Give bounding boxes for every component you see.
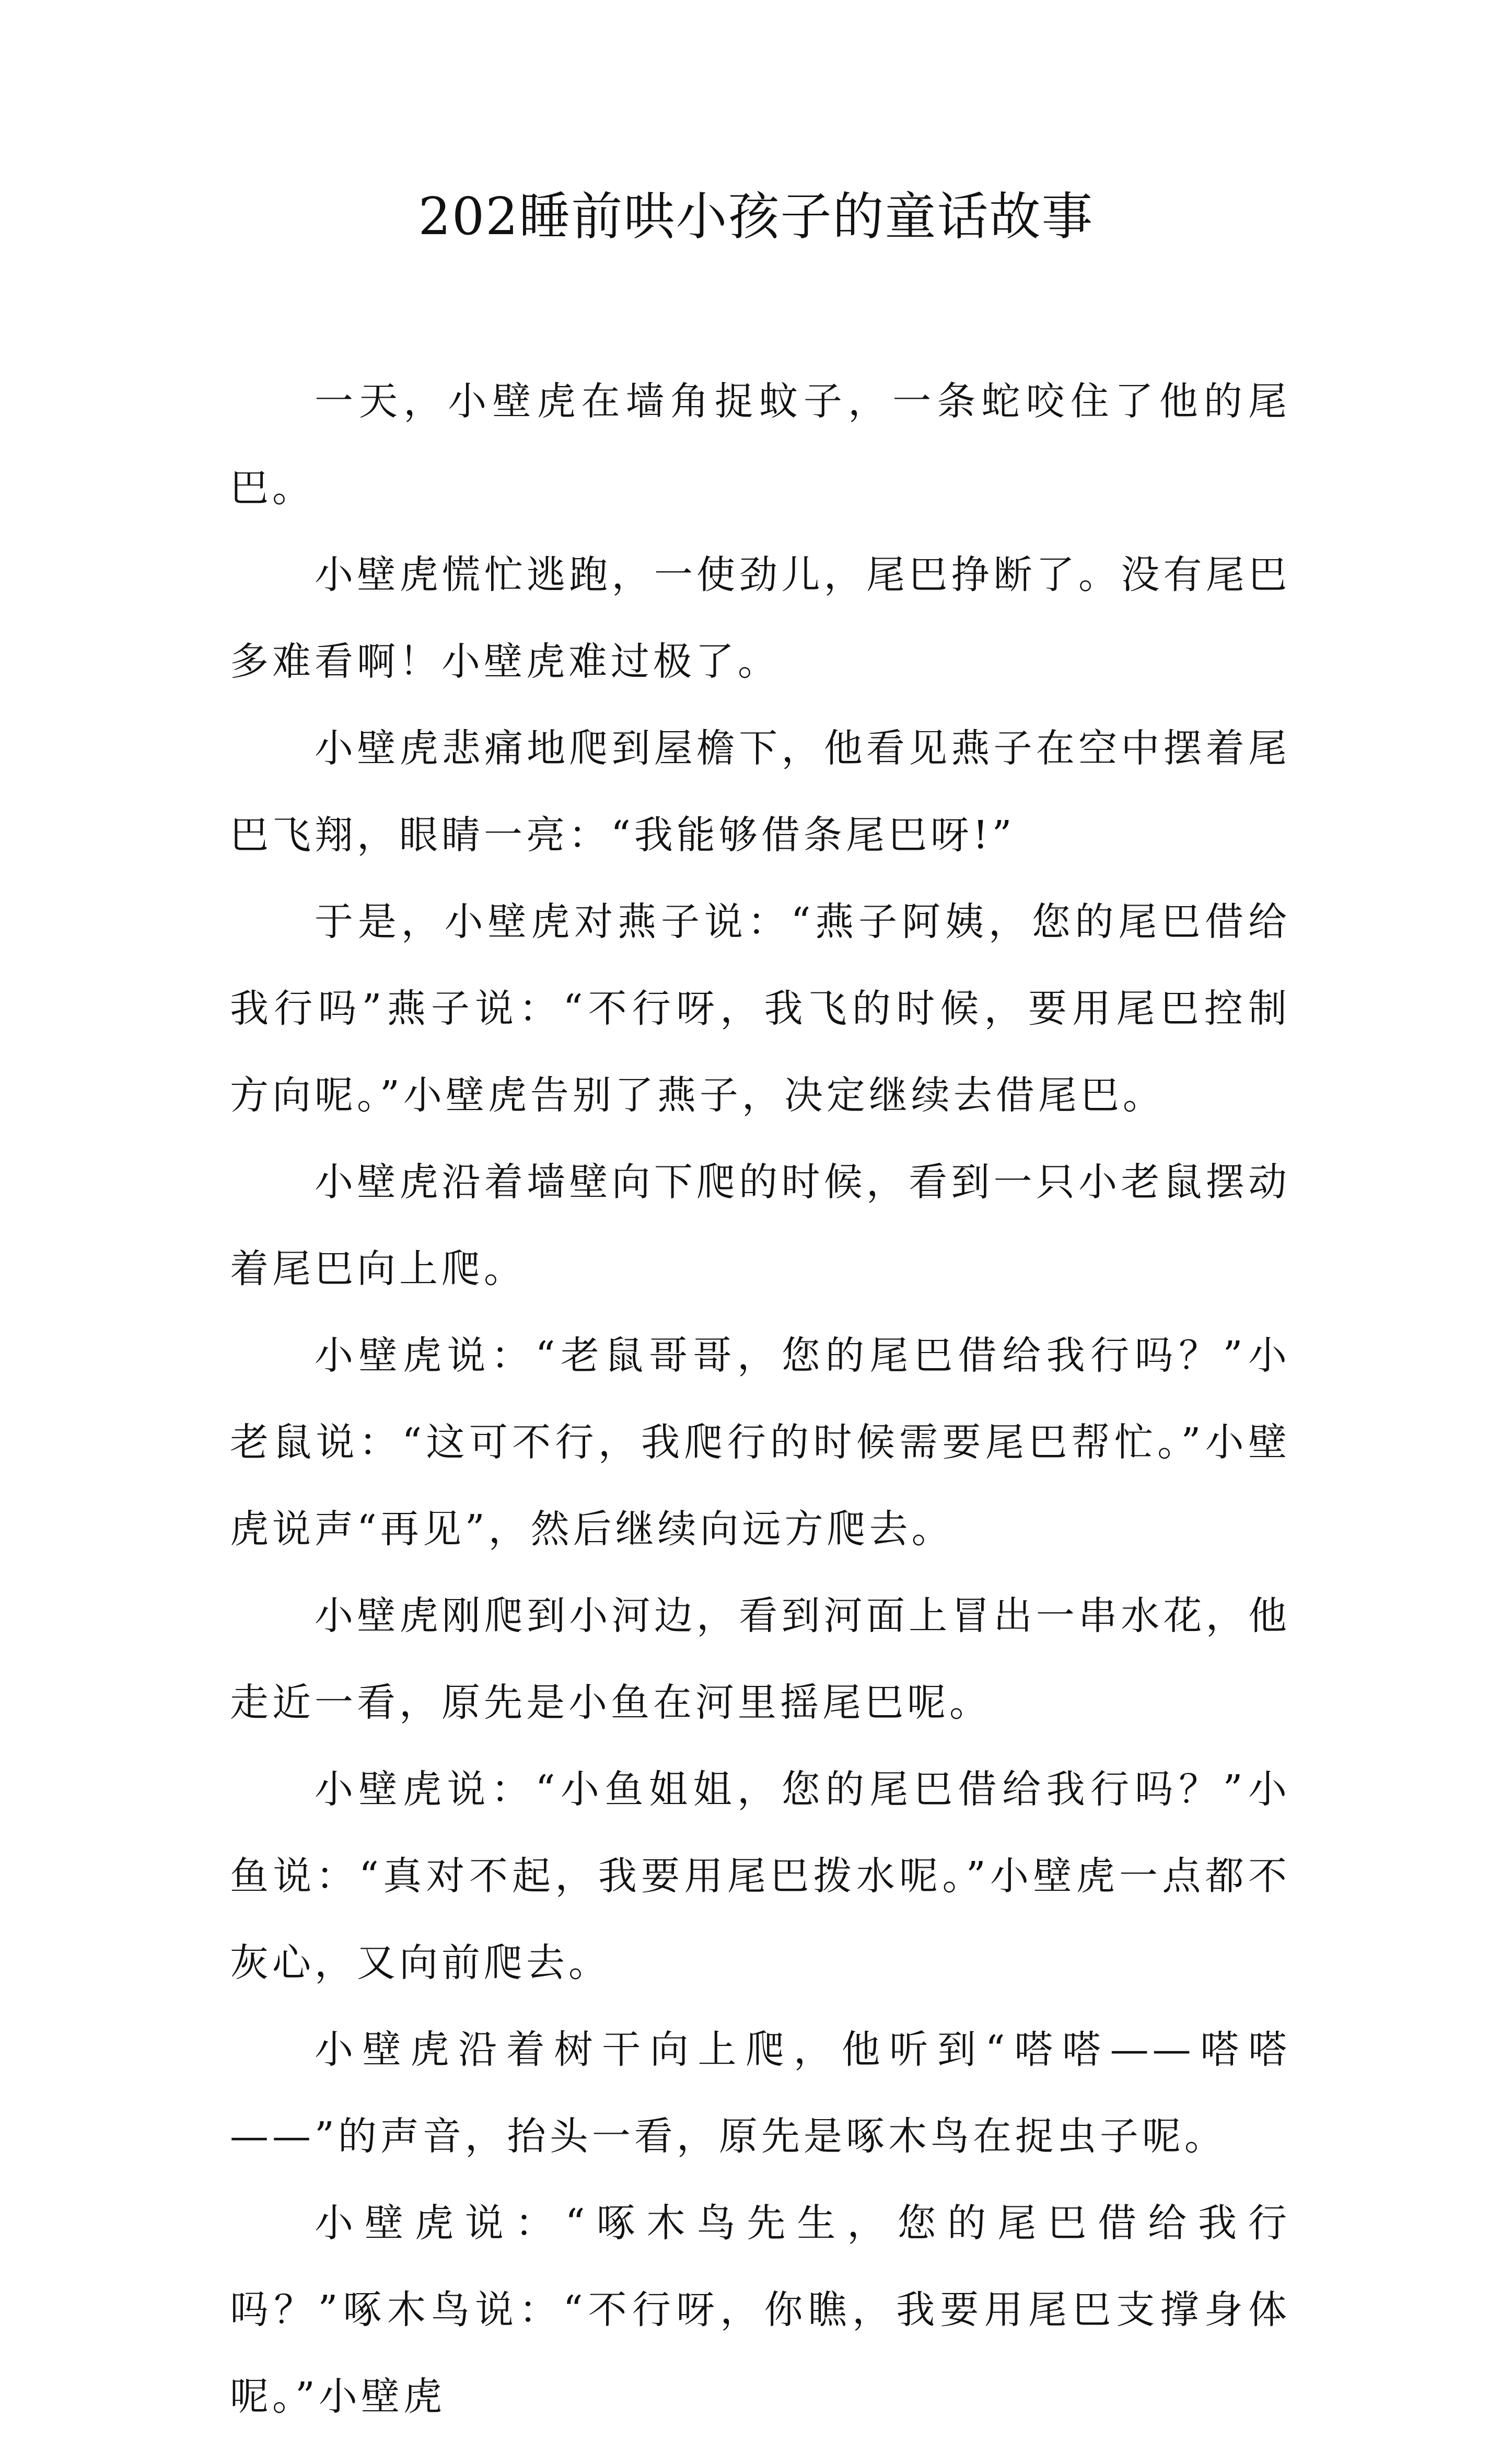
document-title: 202睡前哄小孩子的童话故事 bbox=[418, 187, 1094, 247]
paragraph: 一天，小壁虎在墙角捉蚊子，一条蛇咬住了他的尾巴。 bbox=[230, 379, 1290, 511]
paragraph: 小壁虎刚爬到小河边，看到河面上冒出一串水花，他走近一看，原先是小鱼在河里摇尾巴呢。 bbox=[230, 1593, 1290, 1725]
paragraph: 小壁虎说：“小鱼姐姐，您的尾巴借给我行吗？”小鱼说：“真对不起，我要用尾巴拨水呢。”小壁虎一点都不灰心，又向前爬去。 bbox=[230, 1767, 1290, 1985]
paragraph: 小壁虎沿着墙壁向下爬的时候，看到一只小老鼠摆动着尾巴向上爬。 bbox=[230, 1160, 1290, 1291]
paragraph: 小壁虎慌忙逃跑，一使劲儿，尾巴挣断了。没有尾巴多难看啊！小壁虎难过极了。 bbox=[230, 552, 1290, 684]
document-body bbox=[230, 358, 1290, 2440]
paragraph: 于是，小壁虎对燕子说：“燕子阿姨，您的尾巴借给我行吗”燕子说：“不行呀，我飞的时候，要用尾巴控制方向呢。”小壁虎告别了燕子，决定继续去借尾巴。 bbox=[230, 899, 1290, 1118]
paragraph: 小壁虎悲痛地爬到屋檐下，他看见燕子在空中摆着尾巴飞翔，眼睛一亮：“我能够借条尾巴呀!” bbox=[230, 726, 1290, 858]
paragraph: 小壁虎沿着树干向上爬，他听到“嗒嗒——嗒嗒——”的声音，抬头一看，原先是啄木鸟在捉虫子呢。 bbox=[230, 2027, 1290, 2159]
paragraph: 小壁虎说：“啄木鸟先生，您的尾巴借给我行吗？”啄木鸟说：“不行呀，你瞧，我要用尾巴支撑身体呢。”小壁虎 bbox=[230, 2201, 1290, 2419]
paragraph: 小壁虎说：“老鼠哥哥，您的尾巴借给我行吗？”小老鼠说：“这可不行，我爬行的时候需要尾巴帮忙。”小壁虎说声“再见”，然后继续向远方爬去。 bbox=[230, 1333, 1290, 1552]
